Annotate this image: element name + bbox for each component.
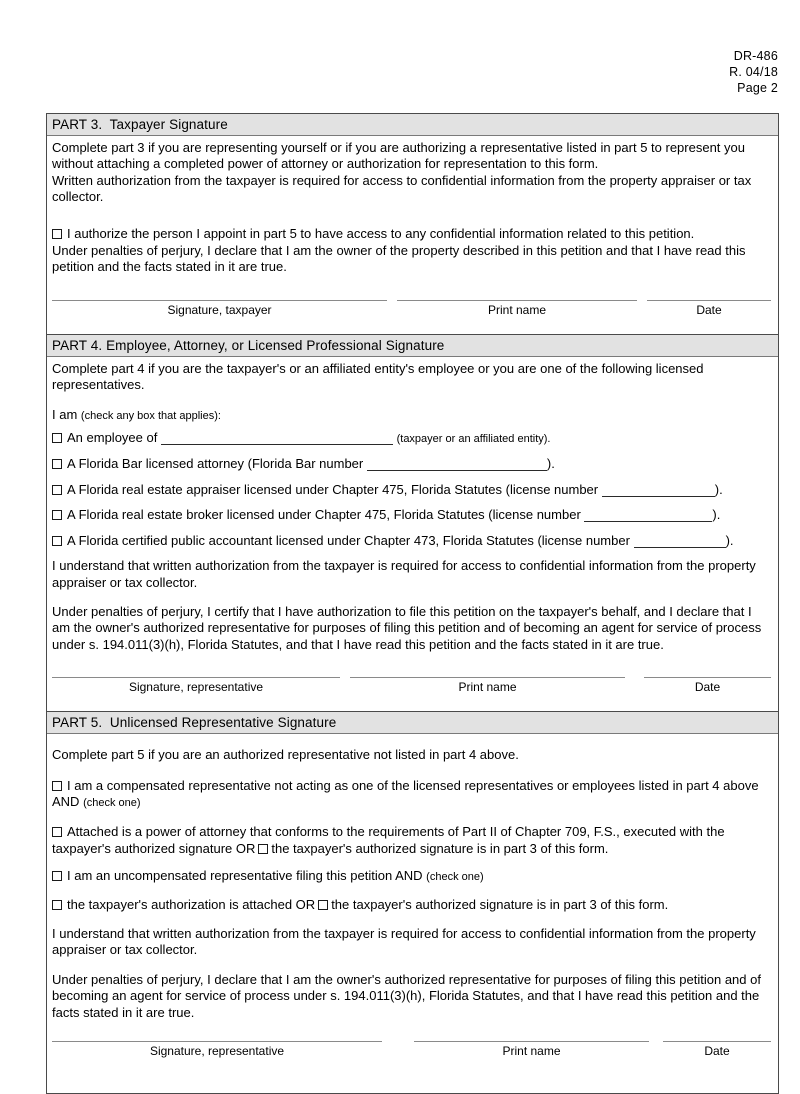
part-5-option-authorization[interactable] [52,897,771,913]
checkbox-florida-bar-attorney[interactable] [52,459,62,469]
part-4-option-broker-suffix: ). [712,507,721,523]
document-header [729,48,778,96]
part-5-header: PART 5. Unlicensed Representative Signature [47,712,778,734]
part-5-uncompensated-text: I am an uncompensated representative filing this petition AND [67,868,423,884]
part-4-option-cpa[interactable] [52,533,771,549]
part-4-option-appraiser-suffix: ). [714,481,723,497]
part-5-print-name-line[interactable]: Print name [414,1041,649,1059]
part-4-option-broker[interactable] [52,507,771,523]
part-5-option-compensated[interactable] [52,778,771,812]
spacer [52,318,771,328]
part-4-i-am-label: I am [52,406,78,422]
part-4-signature-lines [52,677,771,695]
part-3-header: PART 3. Taxpayer Signature [47,114,778,136]
checkbox-authorize-access[interactable] [52,229,62,239]
part-5-authorization-text-after: the taxpayer's authorized signature is in part 3 of this form. [331,896,669,912]
part-5-section [47,711,778,1093]
spacer [52,1059,771,1087]
part-5-content [47,734,778,1093]
part-5-poa-text-after: the taxpayer's authorized signature is in part 3 of this form. [271,840,609,856]
form-revision: R. 04/18 [729,65,778,79]
part-4-option-broker-text: A Florida real estate broker licensed under Chapter 475, Florida Statutes (license number [67,507,581,523]
part-4-section [47,334,778,711]
checkbox-taxpayer-authorization-attached[interactable] [52,900,62,910]
broker-license-number-input[interactable] [584,510,712,522]
cpa-license-number-input[interactable] [634,536,726,548]
part-3-print-name-line[interactable]: Print name [397,300,637,318]
checkbox-real-estate-broker[interactable] [52,510,62,520]
part-5-option-uncompensated[interactable] [52,868,771,885]
part-4-header: PART 4. Employee, Attorney, or Licensed Professional Signature [47,335,778,357]
part-5-poa-text-before: Attached is a power of attorney that conforms to the requirements of Part II of Chapter 709, F.S., executed with the taxpayer's authorized signature OR [52,824,725,856]
checkbox-certified-public-accountant[interactable] [52,536,62,546]
part-5-authorization-text-before: the taxpayer's authorization is attached OR [67,896,316,912]
spacer [52,695,771,705]
part-4-option-cpa-text: A Florida certified public accountant licensed under Chapter 473, Florida Statutes (license number [67,532,630,548]
part-5-signature-line[interactable]: Signature, representative [52,1041,382,1059]
part-5-compensated-text: I am a compensated representative not acting as one of the licensed representatives or employees listed in part 4 above AND [52,777,759,809]
part-3-intro-1: Complete part 3 if you are representing yourself or if you are authorizing a representative listed in part 5 to represent you without attaching a completed power of attorney or authorization for representation to this form. [52,140,745,172]
part-4-signature-line[interactable]: Signature, representative [52,677,340,695]
part-5-intro: Complete part 5 if you are an authorized representative not listed in part 4 above. [52,747,519,763]
appraiser-license-number-input[interactable] [602,485,715,497]
part-4-content [47,357,778,711]
part-4-understand: I understand that written authorization from the taxpayer is required for access to confidential information from the property appraiser or tax collector. [52,558,756,590]
form-body [46,113,779,1094]
part-3-authorize-label: I authorize the person I appoint in part 5 to have access to any confidential information related to this petition. [67,225,695,241]
checkbox-power-of-attorney-attached[interactable] [52,827,62,837]
part-3-signature-line[interactable]: Signature, taxpayer [52,300,387,318]
part-3-content [47,136,778,334]
part-3-authorize-row[interactable] [52,226,771,242]
part-4-option-attorney[interactable] [52,456,771,472]
part-3-section [47,114,778,334]
part-4-option-employee-suffix: (taxpayer or an affiliated entity). [396,433,551,446]
checkbox-real-estate-appraiser[interactable] [52,485,62,495]
part-4-print-name-line[interactable]: Print name [350,677,625,695]
part-5-perjury: Under penalties of perjury, I declare that I am the owner's authorized representative for purposes of filing this petition and of becoming an agent for service of process under s. 194.011(3)(h), Florida Statutes, and that I have read this petition and the facts stated in it are true. [52,971,761,1020]
part-4-option-employee-text: An employee of [67,430,158,446]
part-5-signature-lines [52,1041,771,1059]
part-5-date-line[interactable]: Date [663,1041,771,1059]
part-4-option-cpa-suffix: ). [725,532,734,548]
part-3-intro-2: Written authorization from the taxpayer is required for access to confidential information from the property appraiser or tax collector. [52,172,752,205]
part-4-date-line[interactable]: Date [644,677,771,695]
checkbox-signature-in-part-3-a[interactable] [258,844,268,854]
part-4-option-appraiser[interactable] [52,482,771,498]
checkbox-compensated-representative[interactable] [52,781,62,791]
part-4-option-employee[interactable] [52,430,771,447]
part-3-perjury: Under penalties of perjury, I declare that I am the owner of the property described in this petition and that I have read this petition and the facts stated in it are true. [52,243,746,275]
checkbox-employee-of[interactable] [52,433,62,443]
part-4-option-attorney-text: A Florida Bar licensed attorney (Florida Bar number [67,456,364,472]
part-4-intro: Complete part 4 if you are the taxpayer's or an affiliated entity's employee or you are one of the following licensed representatives. [52,360,704,393]
part-5-uncompensated-hint: (check one) [426,871,484,884]
part-3-date-line[interactable]: Date [647,300,771,318]
part-4-option-attorney-suffix: ). [546,456,555,472]
part-4-i-am-row [52,407,771,424]
part-5-compensated-hint: (check one) [83,796,141,809]
form-number: DR-486 [733,49,778,63]
checkbox-signature-in-part-3-b[interactable] [318,900,328,910]
checkbox-uncompensated-representative[interactable] [52,871,62,881]
employee-of-input[interactable] [161,433,393,445]
florida-bar-number-input[interactable] [367,459,547,471]
page-number: Page 2 [737,81,778,95]
part-3-signature-lines [52,300,771,318]
part-5-understand: I understand that written authorization from the taxpayer is required for access to confidential information from the property appraiser or tax collector. [52,925,756,958]
part-4-i-am-hint: (check any box that applies): [80,409,221,422]
part-5-option-poa[interactable] [52,824,771,857]
part-4-option-appraiser-text: A Florida real estate appraiser licensed under Chapter 475, Florida Statutes (license number [67,481,599,497]
part-4-perjury: Under penalties of perjury, I certify that I have authorization to file this petition on the taxpayer's behalf, and I declare that I am the owner's authorized representative for purposes of filing this petition and of becoming an agent for service of process under s. 194.011(3)(h), Florida Statutes, and that I have read this petition and the facts stated in it are true. [52,603,762,652]
